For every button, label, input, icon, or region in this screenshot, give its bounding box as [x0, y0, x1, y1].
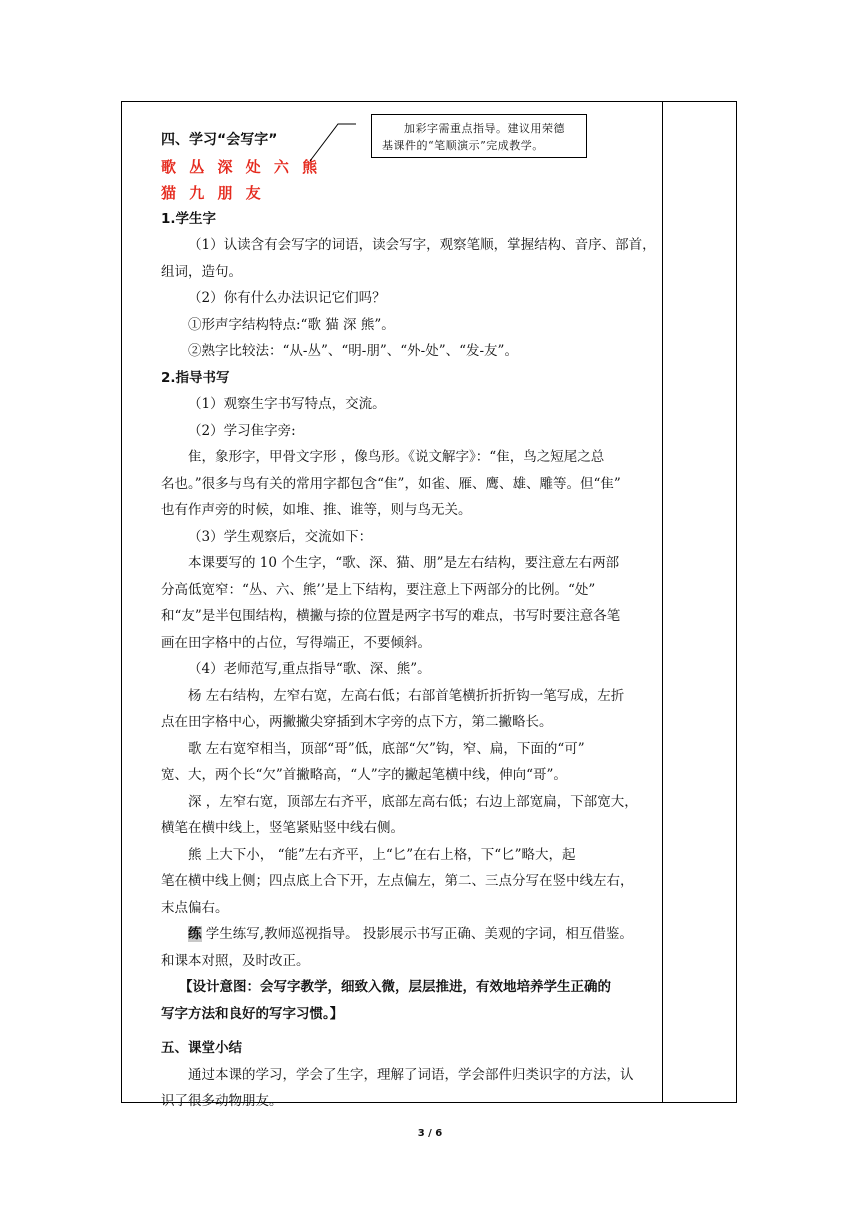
summary-line1: 通过本课的学习，学会了生字，理解了词语，学会部件归类识字的方法，认: [188, 1066, 634, 1083]
column-divider: [662, 102, 663, 1102]
lesson-content: [161, 102, 656, 1115]
chars-row-2: 猫 九 朋 友: [161, 183, 265, 202]
part2-step1: （1）观察生字书写特点，交流。: [188, 396, 386, 412]
xiong-line2: 笔在横中线上侧；四点底上合下开，左点偏左，第二、三点分写在竖中线左右，: [161, 873, 634, 889]
design-intent-line1: 【设计意图：会写字教学，细致入微，层层推进，有效地培养学生正确的: [179, 979, 611, 995]
part1-method1: ①形声字结构特点:“歌 猫 深 熊”。: [188, 316, 395, 333]
shen-line2: 横笔在横中线上，竖笔紧贴竖中线右侧。: [161, 820, 404, 836]
part1-heading: 1.学生字: [161, 210, 217, 227]
part2-heading: 2.指导书写: [161, 369, 230, 386]
yang-line1: 杨 左右结构，左窄右宽，左高右低；右部首笔横折折折钩一笔写成，左折: [188, 687, 625, 704]
chars-row-1: 歌 丛 深 处 六 熊: [161, 157, 322, 176]
practice-text: 学生练写,教师巡视指导。 投影展示书写正确、美观的字词，相互借鉴。: [201, 926, 633, 942]
ge-line1: 歌 左右宽窄相当，顶部“哥”低，底部“欠”钩，窄、扁，下面的“可”: [188, 740, 585, 757]
part1-q2: （2）你有什么办法识记它们吗？: [188, 290, 386, 306]
page-number: 3 / 6: [417, 1128, 443, 1139]
practice-line1: [161, 921, 651, 948]
summary-line2: 识了很多动物朋友。: [161, 1093, 283, 1109]
step3-line1: 本课要写的 10 个生字，“歌、深、猫、朋”是左右结构，要注意左右两部: [188, 555, 620, 571]
part1-method2: ②熟字比较法：“从-丛”、“明-朋”、“外-处”、“发-友”。: [188, 343, 518, 359]
teaching-note-box: 加彩字需重点指导。建议用荣德基课件的“笔顺演示”完成教学。: [371, 114, 587, 158]
part1-p1-line1: （1）认读含有会写字的词语，读会写字，观察笔顺，掌握结构、音序、部首，: [188, 237, 656, 253]
section4-title: 四、学习“会写字”: [161, 132, 278, 148]
callout-pointer: [0, 0, 860, 200]
yang-line2: 点在田字格中心，两撇撇尖穿插到木字旁的点下方，第二撇略长。: [161, 714, 553, 730]
design-intent-line2: 写字方法和良好的写字习惯。】: [161, 1005, 344, 1022]
zhui-line3: 也有作声旁的时候，如堆、推、谁等，则与鸟无关。: [161, 502, 472, 518]
part1-p1-line2: 组词，造句。: [161, 263, 242, 280]
part2-step4: （4）老师范写,重点指导“歌、深、熊”。: [188, 661, 431, 677]
step3-line2: 分高低宽窄：“丛、六、熊’’是上下结构，要注意上下两部分的比例。“处”: [161, 581, 596, 598]
xiong-line1: 熊 上大下小， “能”左右齐平，上“匕”在右上格，下“匕”略大，起: [188, 846, 576, 863]
xiong-line3: 末点偏右。: [161, 899, 229, 916]
zhui-line1: 隹，象形字，甲骨文字形 ，像鸟形。《说文解字》：“隹，鸟之短尾之总: [188, 449, 605, 465]
practice-line2: 和课本对照，及时改正。: [161, 952, 310, 969]
zhui-line2: 名也。”很多与鸟有关的常用字都包含“隹”，如雀、雁、鹰、雄、雕等。但“隹”: [161, 475, 621, 492]
step3-line4: 画在田字格中的占位，写得端正，不要倾斜。: [161, 634, 431, 651]
step3-line3: 和“友”是半包围结构，横撇与捺的位置是两字书写的难点，书写时要注意各笔: [161, 608, 621, 624]
practice-label: 练: [188, 926, 202, 942]
section5-title: 五、课堂小结: [161, 1040, 242, 1056]
shen-line1: 深 ，左窄右宽，顶部左右齐平，底部左高右低；右边上部宽扁，下部宽大，: [188, 793, 638, 810]
part2-step3: （3）学生观察后，交流如下：: [188, 528, 373, 545]
part2-step2: （2）学习隹字旁:: [188, 422, 296, 439]
lesson-table: [121, 101, 737, 1109]
ge-line2: 宽、大，两个长“欠”首撇略高，“人”字的撇起笔横中线，伸向“哥”。: [161, 767, 567, 783]
